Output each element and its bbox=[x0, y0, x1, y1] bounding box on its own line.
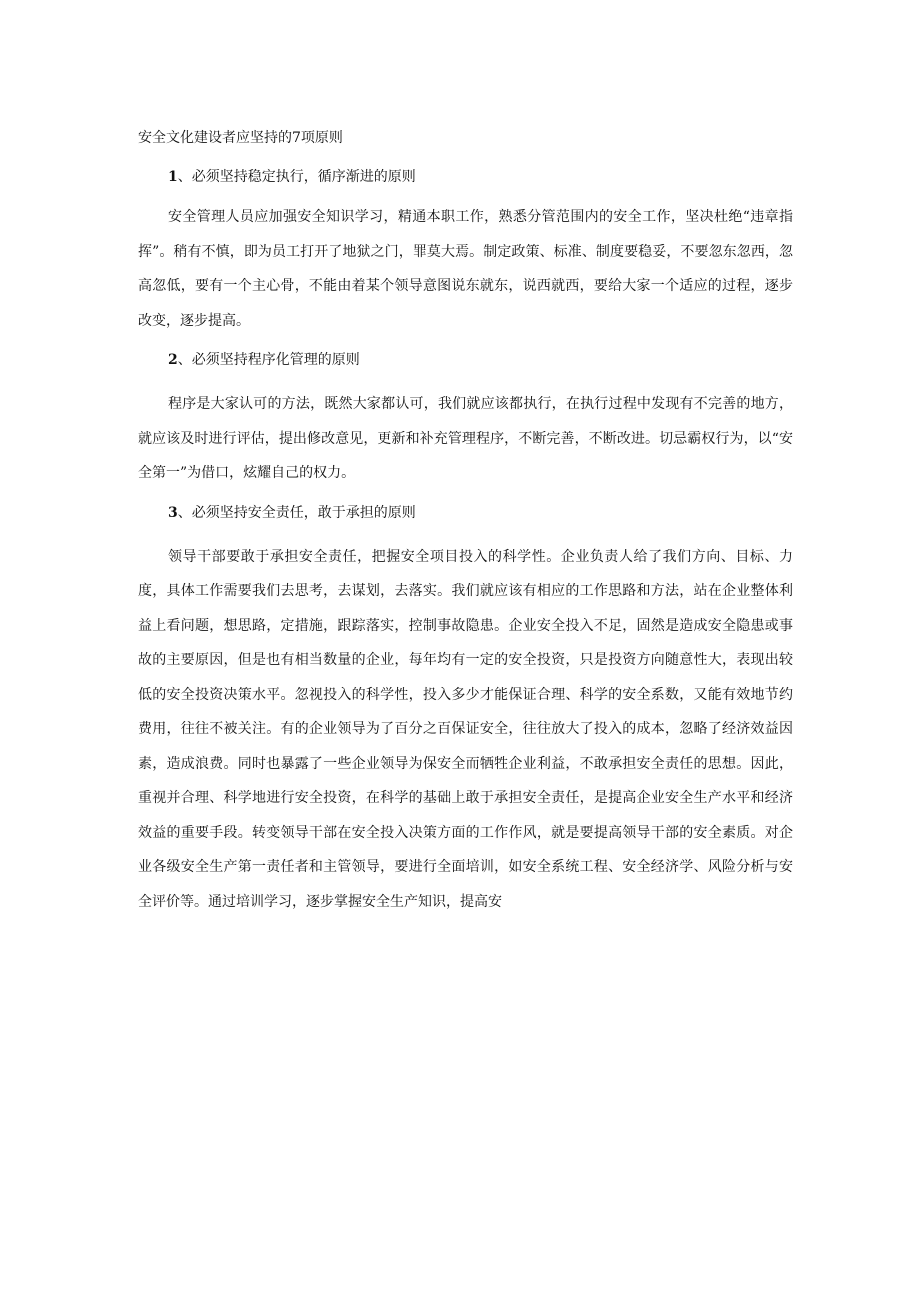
section-heading-text-2: 、必须坚持程序化管理的原则 bbox=[177, 352, 360, 368]
section-heading-text-1: 、必须坚持稳定执行，循序渐进的原则 bbox=[177, 169, 416, 185]
section-body-1: 安全管理人员应加强安全知识学习，精通本职工作，熟悉分管范围内的安全工作，坚决杜绝“违章指挥”。稍有不慎，即为员工打开了地狱之门，罪莫大焉。制定政策、标准、制度要稳妥，不要忽东忽西，忽高忽低，要有一个主心骨，不能由着某个领导意图说东就东，说西就西，要给大家一个适应的过程，逐步改变，逐步提高。 bbox=[138, 209, 793, 329]
section-heading-text-3: 、必须坚持安全责任，敢于承担的原则 bbox=[177, 504, 416, 521]
section-heading-3 bbox=[138, 497, 793, 530]
section-number-1: 1 bbox=[168, 169, 178, 185]
document-content bbox=[138, 122, 793, 919]
section-body-3: 领导干部要敢于承担安全责任，把握安全项目投入的科学性。企业负责人给了我们方向、目标、力度，具体工作需要我们去思考，去谋划，去落实。我们就应该有相应的工作思路和方法，站在企业整体利益上看问题，想思路，定措施，跟踪落实，控制事故隐患。企业安全投入不足，固然是造成安全隐患或事故的主要原因，但是也有相当数量的企业，每年均有一定的安全投资，只是投资方向随意性大，表现出较低的安全投资决策水平。忽视投入的科学性，投入多少才能保证合理、科学的安全系数，又能有效地节约费用，往往不被关注。有的企业领导为了百分之百保证安全，往往放大了投入的成本，忽略了经济效益因素，造成浪费。同时也暴露了一些企业领导为保安全而牺牲企业利益，不敢承担安全责任的思想。因此，重视并合理、科学地进行安全投资，在科学的基础上敢于承担安全责任，是提高企业安全生产水平和经济效益的重要手段。转变领导干部在安全投入决策方面的工作作风，就是要提高领导干部的安全素质。对企业各级安全生产第一责任者和主管领导，要进行全面培训，如安全系统工程、安全经济学、风险分析与安全评价等。通过培训学习，逐步掌握安全生产知识，提高安 bbox=[138, 548, 793, 910]
section-body-2: 程序是大家认可的方法，既然大家都认可，我们就应该都执行，在执行过程中发现有不完善的地方，就应该及时进行评估，提出修改意见，更新和补充管理程序，不断完善，不断改进。切忌霸权行为，以“安全第一”为借口，炫耀自己的权力。 bbox=[138, 396, 793, 481]
section-heading-1 bbox=[138, 161, 793, 194]
section-number-2: 2 bbox=[168, 352, 178, 368]
document-title: 安全文化建设者应坚持的7项原则 bbox=[138, 130, 343, 146]
section-number-3: 3 bbox=[168, 504, 178, 521]
section-heading-2 bbox=[138, 344, 793, 377]
